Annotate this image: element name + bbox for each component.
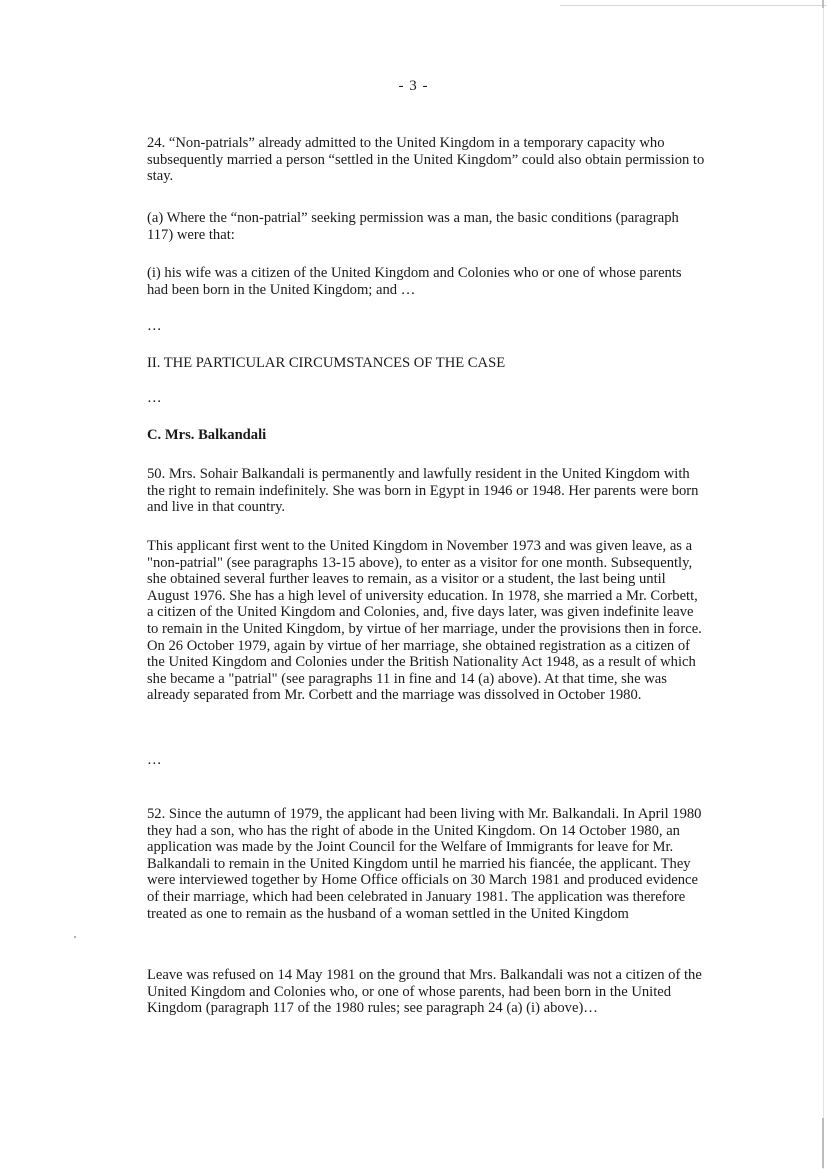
page-edge-right <box>823 0 824 1169</box>
page-edge-mark <box>822 1118 824 1168</box>
subsection-heading: C. Mrs. Balkandali <box>147 427 267 443</box>
ellipsis: … <box>147 390 162 406</box>
ellipsis: … <box>147 752 162 768</box>
section-heading: II. THE PARTICULAR CIRCUMSTANCES OF THE CASE <box>147 355 506 371</box>
page-edge-top <box>560 5 827 6</box>
paragraph-52: 52. Since the autumn of 1979, the applicant had been living with Mr. Balkandali. In April 1980 they had a son, who has the right of abode in the United Kingdom. On 14 October 1980, an application was made by the Joint Council for the Welfare of Immigrants for leave for Mr. Balkandali to remain in the United Kingdom until he married his fiancée, the applicant. They were interviewed together by Home Office officials on 30 March 1981 and produced evidence of their marriage, which had been celebrated in January 1981. The application was therefore treated as one to remain as the husband of a woman settled in the United Kingdom <box>147 806 702 922</box>
scan-speck <box>74 936 76 938</box>
ellipsis: … <box>147 318 162 334</box>
paragraph-24-a: (a) Where the “non-patrial” seeking permission was a man, the basic conditions (paragraph 117) were that: <box>147 210 679 243</box>
paragraph-52-continued: Leave was refused on 14 May 1981 on the ground that Mrs. Balkandali was not a citizen of the United Kingdom and Colonies who, or one of whose parents, had been born in the United Kingdom (paragraph 117 of the 1980 rules; see paragraph 24 (a) (i) above)… <box>147 967 702 1017</box>
page-edge-mark <box>822 0 824 8</box>
paragraph-24-a-i: (i) his wife was a citizen of the United Kingdom and Colonies who or one of whose parents had been born in the United Kingdom; and … <box>147 265 682 298</box>
page-number: - 3 - <box>398 78 429 94</box>
paragraph-50: 50. Mrs. Sohair Balkandali is permanently and lawfully resident in the United Kingdom with the right to remain indefinitely. She was born in Egypt in 1946 or 1948. Her parents were born and live in that country. <box>147 466 699 516</box>
paragraph-24: 24. “Non-patrials” already admitted to the United Kingdom in a temporary capacity who subsequently married a person “settled in the United Kingdom” could also obtain permission to stay. <box>147 135 705 185</box>
paragraph-50-continued: This applicant first went to the United Kingdom in November 1973 and was given leave, as a "non-patrial" (see paragraphs 13-15 above), to enter as a visitor for one month. Subsequently, she obtained several further leaves to remain, as a visitor or a student, the last being until August 1976. She has a high level of university education. In 1978, she married a Mr. Corbett, a citizen of the United Kingdom and Colonies, and, five days later, was given indefinite leave to remain in the United Kingdom, by virtue of her marriage, under the provisions then in force. On 26 October 1979, again by virtue of her marriage, she obtained registration as a citizen of the United Kingdom and Colonies under the British Nationality Act 1948, as a result of which she became a "patrial" (see paragraphs 11 in fine and 14 (a) above). At that time, she was already separated from Mr. Corbett and the marriage was dissolved in October 1980. <box>147 538 702 704</box>
